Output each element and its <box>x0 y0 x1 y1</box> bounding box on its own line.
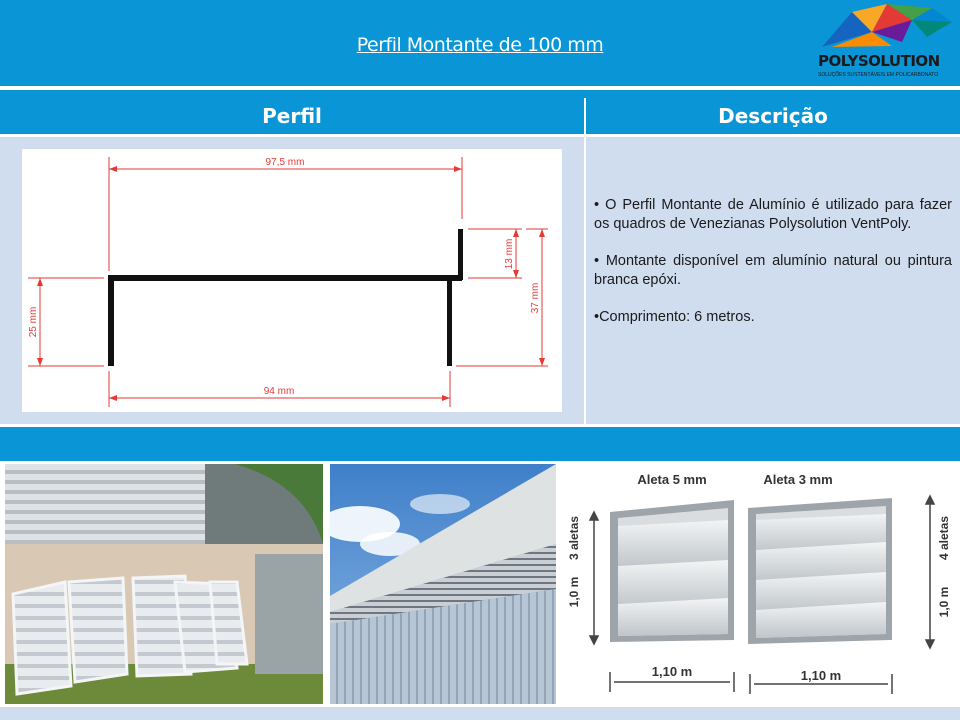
profile-shape <box>108 229 463 366</box>
louver-dimension-diagram <box>562 462 960 707</box>
dim-label-top: 97,5 mm <box>265 157 305 168</box>
dim-label-bottom: 94 mm <box>263 386 295 397</box>
count-left: 3 aletas <box>567 515 581 561</box>
louver-left <box>610 500 734 642</box>
height-right: 1,0 m <box>937 586 951 618</box>
section-band <box>0 427 960 461</box>
description-paragraph-3: •Comprimento: 6 metros. <box>594 309 755 325</box>
profile-technical-drawing <box>22 149 562 412</box>
louver-right <box>748 498 892 644</box>
dim-label-right-small: 13 mm <box>504 238 515 270</box>
column-header-perfil: Perfil <box>0 98 584 134</box>
column-header-descricao: Descrição <box>586 98 960 134</box>
logo-tagline: SOLUÇÕES SUSTENTÁVEIS EM POLICARBONATO <box>818 72 939 78</box>
height-left: 1,0 m <box>567 576 581 608</box>
footer-strip <box>0 707 960 720</box>
label-aleta-5mm: Aleta 5 mm <box>637 472 707 487</box>
photo-building-facade <box>330 464 556 704</box>
logo-graphic <box>812 2 958 52</box>
width-right: 1,10 m <box>800 668 842 683</box>
description-text <box>594 196 952 345</box>
page-title: Perfil Montante de 100 mm <box>356 34 604 56</box>
polysolution-logo <box>812 2 958 84</box>
dim-label-right-large: 37 mm <box>530 282 541 314</box>
description-paragraph-2: • Montante disponível em alumínio natural ou pintura branca epóxi. <box>594 253 952 288</box>
logo-wordmark: POLYSOLUTION <box>818 52 940 70</box>
photo-louvers-against-wall <box>5 464 323 704</box>
label-aleta-3mm: Aleta 3 mm <box>763 472 833 487</box>
count-right: 4 aletas <box>937 515 951 561</box>
dimension-lines <box>28 157 548 407</box>
dim-label-left: 25 mm <box>28 306 39 338</box>
width-left: 1,10 m <box>651 664 693 679</box>
description-paragraph-1: • O Perfil Montante de Alumínio é utilizado para fazer os quadros de Venezianas Polysolution VentPoly. <box>594 197 952 232</box>
header-divider <box>0 90 960 98</box>
